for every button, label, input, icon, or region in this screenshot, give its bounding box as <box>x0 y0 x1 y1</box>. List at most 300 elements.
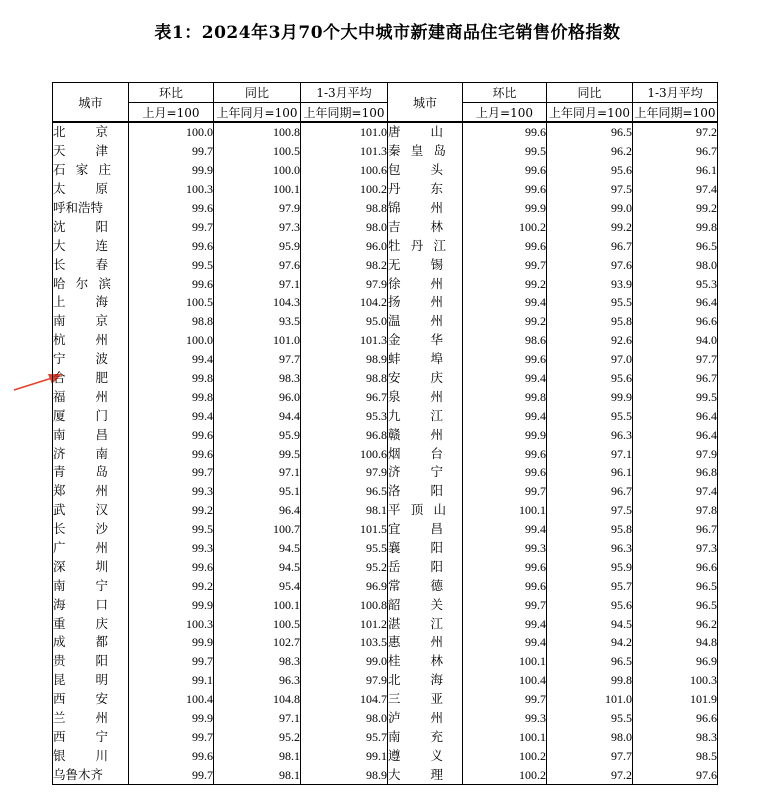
yoy-value-left: 97.1 <box>214 709 301 728</box>
yoy-value-left: 95.9 <box>214 425 301 444</box>
city-name: 太原 <box>53 181 108 197</box>
city-name: 秦皇岛 <box>388 143 446 159</box>
city-cell-left <box>53 690 129 709</box>
mom-value-left: 99.3 <box>129 482 214 501</box>
city-name: 南昌 <box>53 426 108 442</box>
table-row <box>53 482 718 501</box>
table-row <box>53 463 718 482</box>
city-name: 厦门 <box>53 407 108 423</box>
yoy-value-left: 93.5 <box>214 312 301 331</box>
yoy-value-right: 99.2 <box>547 217 633 236</box>
avg-value-left: 95.3 <box>301 406 388 425</box>
mom-value-right: 99.4 <box>463 520 547 539</box>
yoy-value-right: 95.6 <box>547 595 633 614</box>
mom-value-left: 99.9 <box>129 709 214 728</box>
table-row <box>53 331 718 350</box>
city-name: 岳阳 <box>388 558 443 574</box>
city-cell-left <box>53 501 129 520</box>
yoy-value-right: 101.0 <box>547 690 633 709</box>
avg-value-right: 98.3 <box>633 728 718 747</box>
city-cell-left <box>53 142 129 161</box>
yoy-value-left: 100.0 <box>214 161 301 180</box>
mom-value-left: 99.6 <box>129 199 214 218</box>
avg-value-left: 97.9 <box>301 274 388 293</box>
city-cell-left <box>53 406 129 425</box>
city-cell-right <box>388 122 463 142</box>
avg-value-left: 98.8 <box>301 369 388 388</box>
city-cell-left <box>53 633 129 652</box>
yoy-value-left: 95.4 <box>214 576 301 595</box>
city-cell-right <box>388 671 463 690</box>
city-cell-right <box>388 728 463 747</box>
mom-value-right: 98.6 <box>463 331 547 350</box>
city-cell-left <box>53 728 129 747</box>
mom-value-left: 99.7 <box>129 142 214 161</box>
city-name: 湛江 <box>388 615 443 631</box>
mom-value-left: 99.7 <box>129 765 214 784</box>
yoy-value-left: 97.1 <box>214 274 301 293</box>
city-name: 洛阳 <box>388 483 443 499</box>
city-name: 武汉 <box>53 502 108 518</box>
city-cell-left <box>53 671 129 690</box>
city-cell-right <box>388 331 463 350</box>
mom-value-left: 100.5 <box>129 293 214 312</box>
city-name: 大连 <box>53 237 108 253</box>
city-name: 兰州 <box>53 710 108 726</box>
avg-value-right: 94.8 <box>633 633 718 652</box>
city-name: 呼和浩特 <box>53 200 104 215</box>
mom-value-right: 99.4 <box>463 633 547 652</box>
mom-value-left: 100.0 <box>129 122 214 142</box>
mom-value-right: 100.2 <box>463 746 547 765</box>
avg-value-left: 99.1 <box>301 746 388 765</box>
avg-value-right: 97.4 <box>633 180 718 199</box>
yoy-value-right: 97.7 <box>547 746 633 765</box>
city-cell-right <box>388 142 463 161</box>
table-row <box>53 161 718 180</box>
city-name: 泸州 <box>388 710 443 726</box>
city-cell-right <box>388 709 463 728</box>
avg-value-right: 94.0 <box>633 331 718 350</box>
yoy-value-left: 102.7 <box>214 633 301 652</box>
avg-value-left: 101.2 <box>301 614 388 633</box>
city-cell-left <box>53 255 129 274</box>
avg-value-right: 96.1 <box>633 161 718 180</box>
mom-value-right: 99.7 <box>463 690 547 709</box>
yoy-value-right: 96.5 <box>547 122 633 142</box>
table-row <box>53 255 718 274</box>
header-mom-base-right: 上月=100 <box>463 103 547 123</box>
avg-value-right: 96.4 <box>633 425 718 444</box>
yoy-value-right: 95.7 <box>547 576 633 595</box>
city-name: 平顶山 <box>388 502 446 518</box>
city-name: 海口 <box>53 596 108 612</box>
mom-value-right: 99.9 <box>463 199 547 218</box>
yoy-value-left: 94.4 <box>214 406 301 425</box>
city-cell-right <box>388 217 463 236</box>
table-row <box>53 746 718 765</box>
mom-value-left: 99.7 <box>129 728 214 747</box>
avg-value-left: 104.7 <box>301 690 388 709</box>
city-name: 桂林 <box>388 653 443 669</box>
avg-value-left: 95.5 <box>301 539 388 558</box>
city-name: 大理 <box>388 766 443 782</box>
mom-value-right: 99.3 <box>463 709 547 728</box>
mom-value-left: 99.4 <box>129 406 214 425</box>
city-cell-right <box>388 274 463 293</box>
yoy-value-right: 95.9 <box>547 557 633 576</box>
avg-value-left: 96.8 <box>301 425 388 444</box>
table-row <box>53 199 718 218</box>
table-row <box>53 557 718 576</box>
city-cell-left <box>53 595 129 614</box>
city-cell-left <box>53 312 129 331</box>
mom-value-right: 99.7 <box>463 482 547 501</box>
yoy-value-right: 99.9 <box>547 387 633 406</box>
city-name: 烟台 <box>388 445 443 461</box>
city-cell-left <box>53 539 129 558</box>
mom-value-right: 99.6 <box>463 444 547 463</box>
city-cell-left <box>53 746 129 765</box>
avg-value-left: 101.0 <box>301 122 388 142</box>
mom-value-right: 99.6 <box>463 463 547 482</box>
yoy-value-left: 94.5 <box>214 539 301 558</box>
mom-value-right: 99.8 <box>463 387 547 406</box>
mom-value-left: 99.5 <box>129 255 214 274</box>
header-avg-left: 1-3月平均 <box>301 83 388 103</box>
city-cell-right <box>388 633 463 652</box>
avg-value-right: 96.5 <box>633 236 718 255</box>
mom-value-right: 99.5 <box>463 142 547 161</box>
mom-value-left: 98.8 <box>129 312 214 331</box>
city-name: 宜昌 <box>388 521 443 537</box>
table-row <box>53 576 718 595</box>
avg-value-right: 96.9 <box>633 652 718 671</box>
city-name: 银川 <box>53 747 108 763</box>
yoy-value-left: 100.7 <box>214 520 301 539</box>
city-cell-left <box>53 557 129 576</box>
mom-value-left: 99.9 <box>129 595 214 614</box>
mom-value-left: 99.8 <box>129 387 214 406</box>
mom-value-left: 99.2 <box>129 576 214 595</box>
yoy-value-right: 96.3 <box>547 539 633 558</box>
mom-value-right: 100.2 <box>463 765 547 784</box>
yoy-value-right: 96.7 <box>547 236 633 255</box>
price-index-table <box>52 82 718 785</box>
city-cell-right <box>388 350 463 369</box>
avg-value-left: 95.2 <box>301 557 388 576</box>
avg-value-right: 97.6 <box>633 765 718 784</box>
mom-value-left: 99.9 <box>129 633 214 652</box>
city-cell-left <box>53 444 129 463</box>
table-row <box>53 501 718 520</box>
avg-value-right: 98.0 <box>633 255 718 274</box>
city-cell-right <box>388 520 463 539</box>
mom-value-right: 100.4 <box>463 671 547 690</box>
header-yoy-left: 同比 <box>214 83 301 103</box>
avg-value-left: 98.8 <box>301 199 388 218</box>
mom-value-left: 99.4 <box>129 350 214 369</box>
city-name: 九江 <box>388 407 443 423</box>
yoy-value-left: 100.5 <box>214 614 301 633</box>
avg-value-left: 104.2 <box>301 293 388 312</box>
avg-value-left: 101.3 <box>301 331 388 350</box>
city-cell-right <box>388 161 463 180</box>
city-cell-left <box>53 520 129 539</box>
city-cell-left <box>53 709 129 728</box>
mom-value-right: 99.6 <box>463 576 547 595</box>
city-cell-right <box>388 444 463 463</box>
city-cell-right <box>388 765 463 784</box>
avg-value-left: 98.2 <box>301 255 388 274</box>
city-name: 南京 <box>53 313 108 329</box>
yoy-value-right: 99.0 <box>547 199 633 218</box>
table-row <box>53 387 718 406</box>
yoy-value-right: 95.6 <box>547 369 633 388</box>
table-row <box>53 765 718 784</box>
table-row <box>53 520 718 539</box>
yoy-value-right: 95.5 <box>547 709 633 728</box>
table-row <box>53 671 718 690</box>
city-name: 上海 <box>53 294 108 310</box>
mom-value-left: 99.2 <box>129 501 214 520</box>
avg-value-right: 97.8 <box>633 501 718 520</box>
city-name: 乌鲁木齐 <box>53 766 104 782</box>
mom-value-left: 99.5 <box>129 520 214 539</box>
yoy-value-right: 95.5 <box>547 293 633 312</box>
yoy-value-right: 96.5 <box>547 652 633 671</box>
city-cell-left <box>53 122 129 142</box>
city-name: 济南 <box>53 445 108 461</box>
yoy-value-left: 100.1 <box>214 180 301 199</box>
city-cell-left <box>53 463 129 482</box>
avg-value-right: 97.7 <box>633 350 718 369</box>
mom-value-left: 99.8 <box>129 369 214 388</box>
city-name: 深圳 <box>53 558 108 574</box>
yoy-value-right: 92.6 <box>547 331 633 350</box>
city-name: 西安 <box>53 691 108 707</box>
city-name: 重庆 <box>53 615 108 631</box>
city-name: 丹东 <box>388 181 443 197</box>
yoy-value-left: 94.5 <box>214 557 301 576</box>
city-cell-right <box>388 406 463 425</box>
mom-value-right: 99.2 <box>463 312 547 331</box>
city-cell-right <box>388 463 463 482</box>
mom-value-right: 100.2 <box>463 217 547 236</box>
mom-value-left: 99.6 <box>129 557 214 576</box>
city-cell-left <box>53 576 129 595</box>
mom-value-left: 100.3 <box>129 180 214 199</box>
city-name: 金华 <box>388 332 443 348</box>
avg-value-left: 96.7 <box>301 387 388 406</box>
yoy-value-left: 95.9 <box>214 236 301 255</box>
avg-value-right: 97.3 <box>633 539 718 558</box>
yoy-value-left: 97.3 <box>214 217 301 236</box>
city-cell-right <box>388 425 463 444</box>
avg-value-right: 96.4 <box>633 406 718 425</box>
avg-value-right: 96.6 <box>633 312 718 331</box>
yoy-value-right: 95.5 <box>547 406 633 425</box>
yoy-value-left: 95.2 <box>214 728 301 747</box>
mom-value-right: 99.4 <box>463 369 547 388</box>
yoy-value-left: 97.6 <box>214 255 301 274</box>
avg-value-left: 97.9 <box>301 671 388 690</box>
yoy-value-left: 97.1 <box>214 463 301 482</box>
table-row <box>53 142 718 161</box>
avg-value-left: 100.8 <box>301 595 388 614</box>
yoy-value-right: 93.9 <box>547 274 633 293</box>
header-city-right: 城市 <box>388 83 463 123</box>
avg-value-right: 96.7 <box>633 369 718 388</box>
city-cell-left <box>53 614 129 633</box>
city-cell-right <box>388 180 463 199</box>
city-name: 宁波 <box>53 351 108 367</box>
mom-value-left: 99.6 <box>129 274 214 293</box>
city-cell-left <box>53 217 129 236</box>
mom-value-right: 99.6 <box>463 350 547 369</box>
city-cell-right <box>388 595 463 614</box>
mom-value-right: 99.6 <box>463 236 547 255</box>
avg-value-right: 97.9 <box>633 444 718 463</box>
yoy-value-right: 95.8 <box>547 520 633 539</box>
mom-value-left: 99.7 <box>129 652 214 671</box>
city-cell-right <box>388 501 463 520</box>
avg-value-right: 96.2 <box>633 614 718 633</box>
city-cell-right <box>388 199 463 218</box>
city-name: 西宁 <box>53 728 108 744</box>
avg-value-right: 96.6 <box>633 709 718 728</box>
city-cell-left <box>53 293 129 312</box>
mom-value-right: 99.6 <box>463 161 547 180</box>
header-avg-base-right: 上年同期=100 <box>633 103 718 123</box>
city-name: 沈阳 <box>53 218 108 234</box>
city-name: 哈尔滨 <box>53 275 111 291</box>
avg-value-right: 96.5 <box>633 595 718 614</box>
avg-value-right: 96.8 <box>633 463 718 482</box>
city-name: 成都 <box>53 634 108 650</box>
header-yoy-base-right: 上年同月=100 <box>547 103 633 123</box>
city-name: 石家庄 <box>53 162 111 178</box>
city-cell-right <box>388 557 463 576</box>
table-row <box>53 293 718 312</box>
city-name: 安庆 <box>388 370 443 386</box>
city-name: 南充 <box>388 728 443 744</box>
mom-value-right: 99.3 <box>463 539 547 558</box>
avg-value-right: 99.8 <box>633 217 718 236</box>
city-name: 北海 <box>388 672 443 688</box>
header-avg-base-left: 上年同期=100 <box>301 103 388 123</box>
table-row <box>53 122 718 142</box>
mom-value-left: 99.7 <box>129 217 214 236</box>
yoy-value-right: 98.0 <box>547 728 633 747</box>
mom-value-left: 99.6 <box>129 746 214 765</box>
yoy-value-right: 95.8 <box>547 312 633 331</box>
yoy-value-left: 95.1 <box>214 482 301 501</box>
mom-value-right: 100.1 <box>463 728 547 747</box>
table-row <box>53 406 718 425</box>
avg-value-left: 96.9 <box>301 576 388 595</box>
city-name: 襄阳 <box>388 540 443 556</box>
city-cell-right <box>388 482 463 501</box>
table-row <box>53 652 718 671</box>
table-row <box>53 444 718 463</box>
yoy-value-left: 96.4 <box>214 501 301 520</box>
city-cell-right <box>388 312 463 331</box>
avg-value-right: 96.7 <box>633 520 718 539</box>
mom-value-left: 99.6 <box>129 425 214 444</box>
yoy-value-right: 97.5 <box>547 501 633 520</box>
city-cell-right <box>388 690 463 709</box>
avg-value-left: 96.5 <box>301 482 388 501</box>
table-row <box>53 312 718 331</box>
yoy-value-left: 98.3 <box>214 652 301 671</box>
mom-value-right: 99.7 <box>463 255 547 274</box>
mom-value-right: 100.1 <box>463 652 547 671</box>
city-name: 温州 <box>388 313 443 329</box>
avg-value-left: 95.0 <box>301 312 388 331</box>
city-cell-left <box>53 180 129 199</box>
avg-value-right: 98.5 <box>633 746 718 765</box>
city-name: 无锡 <box>388 256 443 272</box>
mom-value-left: 99.9 <box>129 161 214 180</box>
city-name: 济宁 <box>388 464 443 480</box>
city-name: 韶关 <box>388 596 443 612</box>
city-name: 遵义 <box>388 747 443 763</box>
table-row <box>53 633 718 652</box>
mom-value-right: 99.6 <box>463 122 547 142</box>
city-name: 天津 <box>53 143 108 159</box>
mom-value-right: 99.4 <box>463 293 547 312</box>
avg-value-right: 96.5 <box>633 576 718 595</box>
city-cell-left <box>53 161 129 180</box>
city-name: 三亚 <box>388 691 443 707</box>
table-row <box>53 425 718 444</box>
avg-value-right: 97.4 <box>633 482 718 501</box>
table-row <box>53 614 718 633</box>
avg-value-right: 96.7 <box>633 142 718 161</box>
mom-value-right: 99.6 <box>463 557 547 576</box>
yoy-value-left: 97.7 <box>214 350 301 369</box>
table-row <box>53 595 718 614</box>
table-body <box>53 122 718 785</box>
city-cell-left <box>53 425 129 444</box>
city-name: 徐州 <box>388 275 443 291</box>
yoy-value-left: 98.1 <box>214 746 301 765</box>
yoy-value-right: 97.5 <box>547 180 633 199</box>
avg-value-left: 100.2 <box>301 180 388 199</box>
table-row <box>53 369 718 388</box>
city-name: 蚌埠 <box>388 351 443 367</box>
city-name: 杭州 <box>53 332 108 348</box>
header-avg-right: 1-3月平均 <box>633 83 718 103</box>
mom-value-right: 99.4 <box>463 406 547 425</box>
city-cell-right <box>388 614 463 633</box>
header-city-left: 城市 <box>53 83 129 123</box>
avg-value-left: 101.5 <box>301 520 388 539</box>
yoy-value-left: 99.5 <box>214 444 301 463</box>
yoy-value-right: 96.1 <box>547 463 633 482</box>
city-cell-right <box>388 293 463 312</box>
city-name: 长春 <box>53 256 108 272</box>
city-cell-left <box>53 350 129 369</box>
city-cell-left <box>53 652 129 671</box>
city-name: 吉林 <box>388 218 443 234</box>
yoy-value-right: 97.6 <box>547 255 633 274</box>
city-name: 锦州 <box>388 200 443 215</box>
city-name: 贵阳 <box>53 653 108 669</box>
yoy-value-right: 99.8 <box>547 671 633 690</box>
city-name: 惠州 <box>388 634 443 650</box>
